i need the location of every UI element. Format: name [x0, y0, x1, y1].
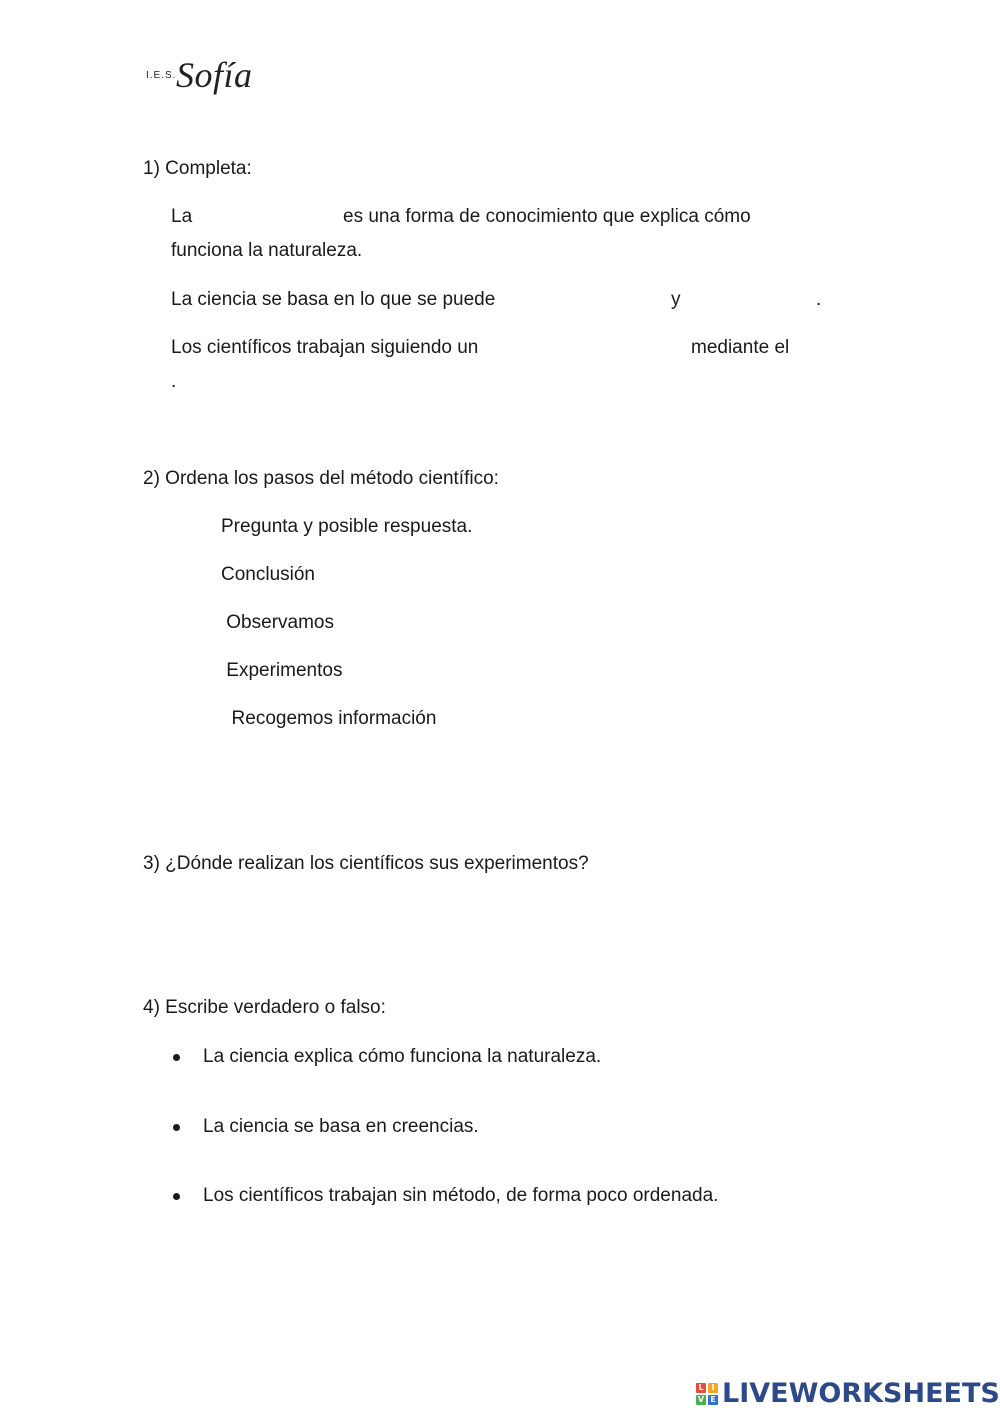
brand-tile-v: V — [697, 1395, 705, 1404]
q1-line1-after: es una forma de conocimiento que explica cómo — [343, 206, 751, 227]
q1-blank-6[interactable] — [176, 369, 380, 393]
bullet-icon — [173, 1054, 180, 1061]
q2-step-1: Pregunta y posible respuesta. — [221, 516, 473, 537]
q2-step-5: Recogemos información — [221, 708, 437, 729]
q2-step-3: Observamos — [221, 612, 334, 633]
q4-statement-3: Los científicos trabajan sin método, de forma poco ordenada. — [203, 1185, 719, 1206]
q2-order-input-5[interactable] — [172, 706, 216, 730]
q4-answer-3[interactable] — [203, 1213, 407, 1237]
question-1-title: 1) Completa: — [143, 158, 252, 179]
q4-answer-2[interactable] — [203, 1144, 407, 1168]
question-4-title: 4) Escribe verdadero o falso: — [143, 997, 386, 1018]
q1-line3-after: mediante el — [691, 337, 790, 358]
q2-order-input-1[interactable] — [172, 514, 216, 538]
q4-answer-1[interactable] — [203, 1074, 407, 1098]
school-logo — [146, 56, 268, 98]
bullet-icon — [173, 1193, 180, 1200]
question-2-title: 2) Ordena los pasos del método científico: — [143, 468, 499, 489]
q1-line2-before: La ciencia se basa en lo que se puede — [171, 289, 496, 310]
brand-text: LIVEWORKSHEETS — [722, 1378, 1000, 1409]
brand-tile-e: E — [708, 1395, 718, 1405]
q1-blank-2[interactable] — [518, 287, 668, 311]
q1-line2-end: . — [816, 289, 822, 310]
bullet-icon — [173, 1124, 180, 1131]
q2-step-4: Experimentos — [221, 660, 343, 681]
q1-line3-before: Los científicos trabajan siguiendo un — [171, 337, 479, 358]
q3-answer-field[interactable] — [143, 888, 847, 972]
q1-blank-4[interactable] — [500, 335, 688, 359]
q1-line2-mid: y — [671, 289, 681, 310]
liveworksheets-logo — [696, 1377, 1000, 1411]
q1-line1-before: La — [171, 206, 193, 227]
liveworksheets-tiles-icon — [696, 1383, 718, 1405]
q2-order-input-3[interactable] — [172, 610, 216, 634]
q2-order-input-2[interactable] — [172, 562, 216, 586]
q1-line3-end: . — [171, 371, 177, 392]
q1-blank-3[interactable] — [686, 287, 814, 311]
q1-blank-5[interactable] — [800, 335, 884, 359]
q4-statement-1: La ciencia explica cómo funciona la naturaleza. — [203, 1046, 602, 1067]
q4-statement-2: La ciencia se basa en creencias. — [203, 1116, 479, 1137]
q2-order-input-4[interactable] — [172, 658, 216, 682]
question-3-title: 3) ¿Dónde realizan los científicos sus experimentos? — [143, 853, 589, 874]
logo-prefix: I.E.S. — [146, 70, 177, 81]
q2-step-2: Conclusión — [221, 564, 315, 585]
brand-tile-l: L — [696, 1383, 706, 1393]
q1-blank-1[interactable] — [198, 204, 340, 228]
logo-name: Sofía — [176, 55, 253, 95]
q1-line1-continuation: funciona la naturaleza. — [171, 240, 363, 261]
brand-tile-i: I — [708, 1383, 718, 1393]
